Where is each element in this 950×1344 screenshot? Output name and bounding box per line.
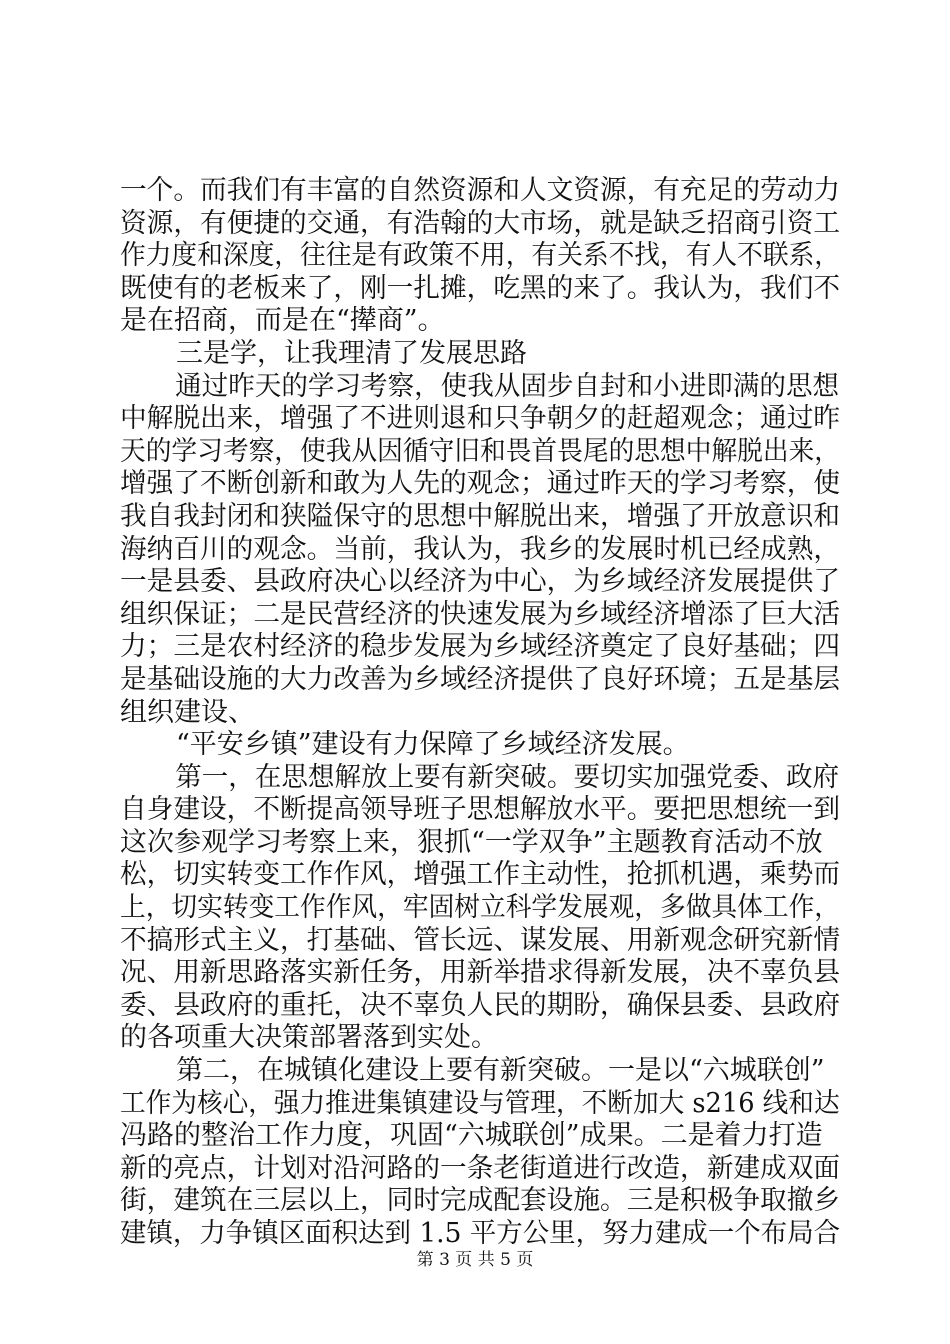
text-line: 是在招商，而是在“撵商”。 bbox=[120, 305, 445, 337]
text-line: 天的学习考察，使我从因循守旧和畏首畏尾的思想中解脱出来， bbox=[120, 435, 841, 467]
text-line: 松，切实转变工作作风，增强工作主动性，抢抓机遇，乘势而 bbox=[120, 859, 841, 891]
text-line: 一是县委、县政府决心以经济为中心，为乡域经济发展提供了 bbox=[120, 566, 841, 598]
text-line: 第二，在城镇化建设上要有新突破。一是以“六城联创” bbox=[176, 1055, 825, 1087]
page-footer: 第 3 页 共 5 页 bbox=[416, 1250, 534, 1270]
text-line: 委、县政府的重托，决不辜负人民的期盼，确保县委、县政府 bbox=[120, 989, 841, 1021]
body-text bbox=[120, 175, 840, 1251]
text-line: 建镇，力争镇区面积达到 1.5 平方公里，努力建成一个布局合 bbox=[120, 1218, 841, 1249]
text-line: 海纳百川的观念。当前，我认为，我乡的发展时机已经成熟， bbox=[120, 533, 841, 565]
text-line: 我自我封闭和狭隘保守的思想中解脱出来，增强了开放意识和 bbox=[120, 500, 841, 532]
text-line: 街，建筑在三层以上，同时完成配套设施。三是积极争取撤乡 bbox=[120, 1185, 841, 1217]
text-line: 工作为核心，强力推进集镇建设与管理，不断加大 s216 线和达 bbox=[120, 1087, 840, 1119]
text-line: 作力度和深度，往往是有政策不用，有关系不找，有人不联系， bbox=[120, 240, 841, 272]
text-line: 力；三是农村经济的稳步发展为乡域经济奠定了良好基础；四 bbox=[120, 631, 841, 663]
text-line: 的各项重大决策部署落到实处。 bbox=[120, 1022, 498, 1054]
text-line: “平安乡镇”建设有力保障了乡域经济发展。 bbox=[176, 729, 690, 761]
text-line: 通过昨天的学习考察，使我从固步自封和小进即满的思想 bbox=[175, 370, 840, 402]
text-line: 组织保证；二是民营经济的快速发展为乡域经济增添了巨大活 bbox=[120, 598, 841, 630]
text-line: 冯路的整治工作力度，巩固“六城联创”成果。二是着力打造 bbox=[120, 1120, 823, 1152]
text-line: 自身建设，不断提高领导班子思想解放水平。要把思想统一到 bbox=[120, 794, 841, 826]
text-line: 组织建设、 bbox=[120, 696, 255, 728]
text-line: 上，切实转变工作作风，牢固树立科学发展观，多做具体工作， bbox=[120, 892, 841, 924]
text-line: 第一，在思想解放上要有新突破。要切实加强党委、政府 bbox=[175, 761, 840, 793]
text-line: 一个。而我们有丰富的自然资源和人文资源，有充足的劳动力 bbox=[120, 175, 841, 206]
text-line: 新的亮点，计划对沿河路的一条老街道进行改造，新建成双面 bbox=[120, 1152, 841, 1184]
text-line: 是基础设施的大力改善为乡域经济提供了良好环境；五是基层 bbox=[120, 663, 841, 695]
text-line: 况、用新思路落实新任务，用新举措求得新发展，决不辜负县 bbox=[120, 957, 841, 989]
text-line: 资源，有便捷的交通，有浩翰的大市场，就是缺乏招商引资工 bbox=[120, 207, 841, 239]
text-line: 三是学，让我理清了发展思路 bbox=[176, 337, 527, 369]
text-line: 增强了不断创新和敢为人先的观念；通过昨天的学习考察，使 bbox=[120, 468, 841, 500]
text-line: 既使有的老板来了，刚一扎摊，吃黑的来了。我认为，我们不 bbox=[120, 272, 841, 304]
text-line: 不搞形式主义，打基础、管长远、谋发展、用新观念研究新情 bbox=[120, 924, 841, 956]
text-line: 中解脱出来，增强了不进则退和只争朝夕的赶超观念；通过昨 bbox=[120, 403, 841, 435]
text-line: 这次参观学习考察上来，狠抓“一学双争”主题教育活动不放 bbox=[120, 826, 823, 858]
